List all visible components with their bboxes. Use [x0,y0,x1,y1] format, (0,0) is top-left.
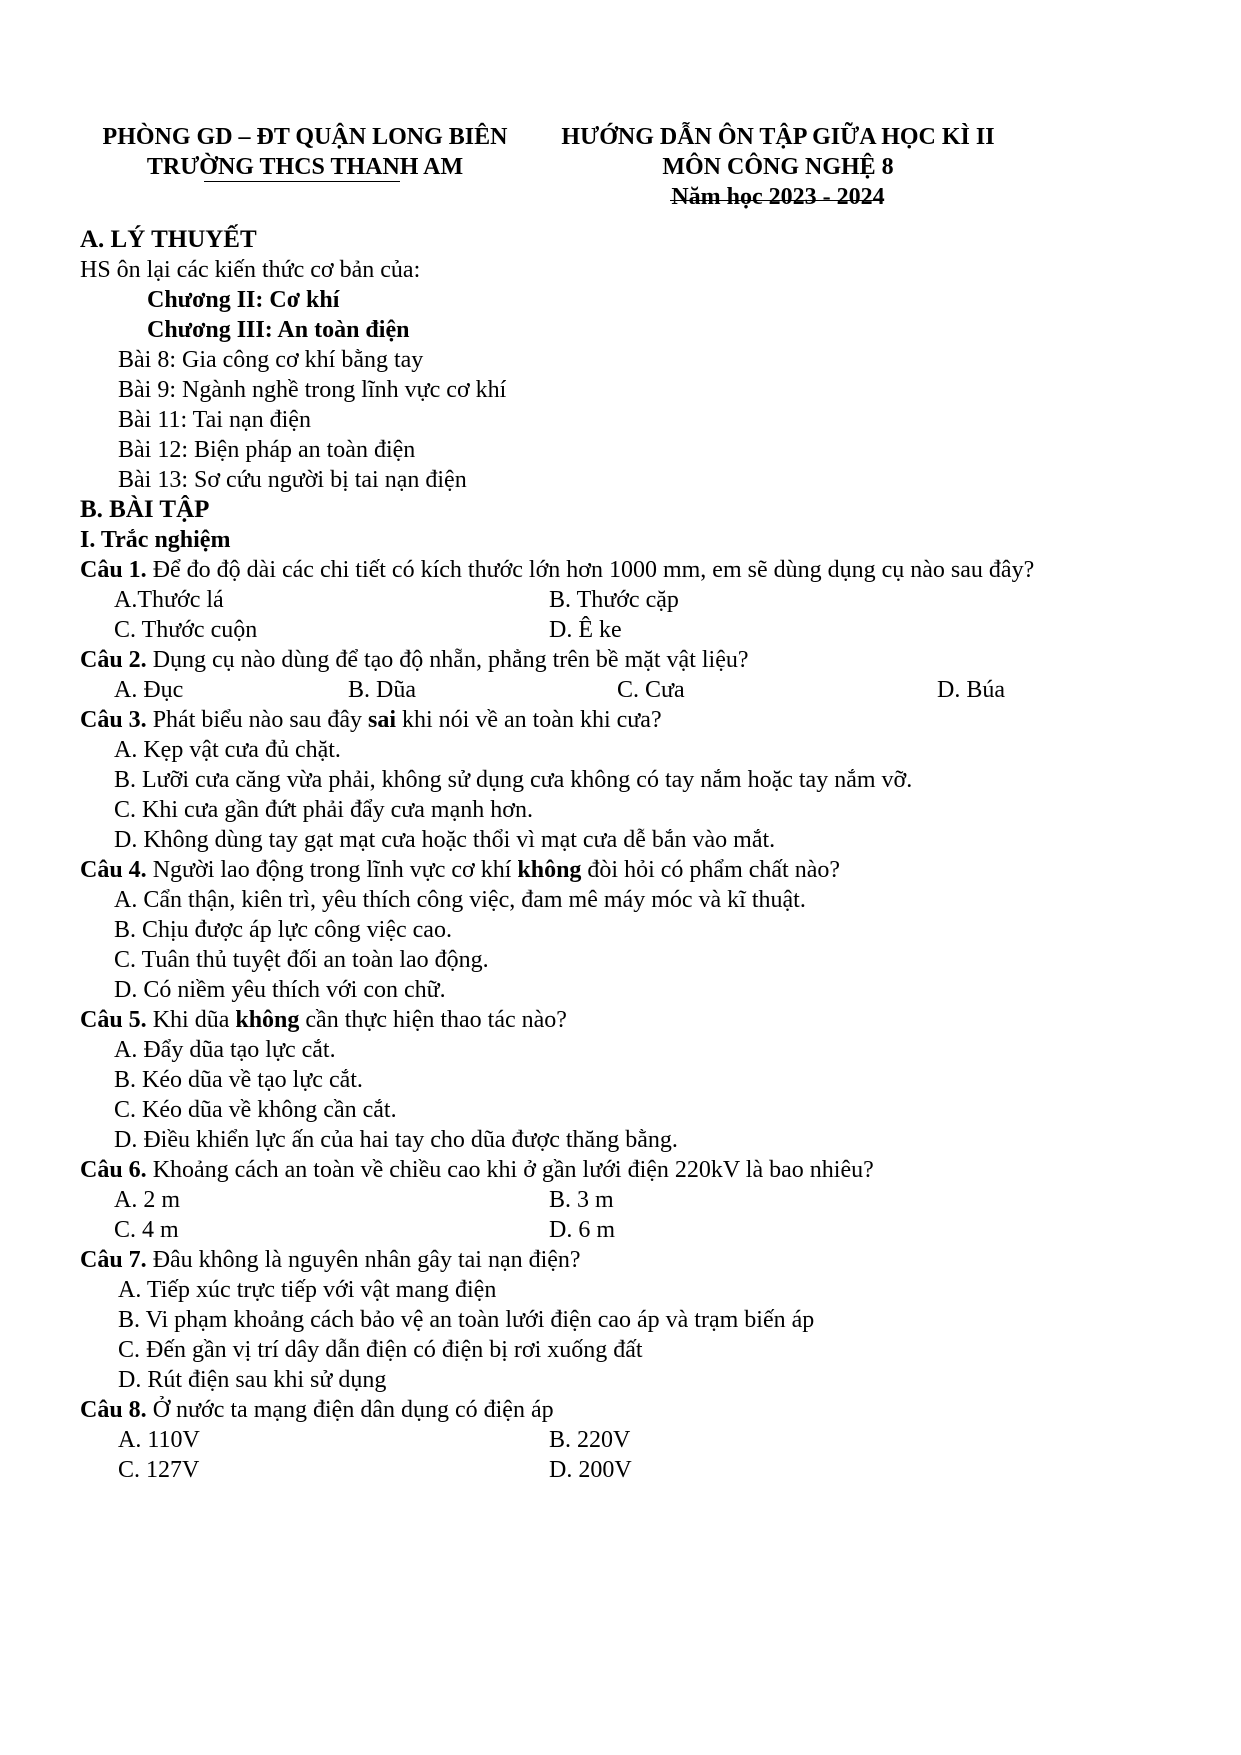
question-4 [80,855,1180,885]
question-3 [80,705,1180,735]
question-text-end: đòi hỏi có phẩm chất nào? [581,857,841,883]
option-b: B. Lưỡi cưa căng vừa phải, không sử dụng cưa không có tay nắm hoặc tay nắm vỡ. [114,767,913,793]
option-c: C. Cưa [617,677,685,703]
school-year: Năm học 2023 - 2024 [671,184,885,210]
school-underline [204,181,400,182]
department-name: PHÒNG GD – ĐT QUẬN LONG BIÊN [102,124,508,150]
exercises-heading: B. BÀI TẬP [80,496,210,523]
option-c: C. Tuân thủ tuyệt đối an toàn lao động. [114,947,489,973]
option-row [80,675,1180,705]
option-c: C. Thước cuộn [114,617,258,643]
chapter-item: Chương II: Cơ khí [147,287,340,313]
question-6 [80,1155,1180,1185]
option-c: C. Khi cưa gần đứt phải đẩy cưa mạnh hơn. [114,797,533,823]
option-row [80,585,1180,615]
question-label: Câu 4. [80,857,147,883]
question-text: Khi dũa [146,1007,236,1033]
option-row [80,1425,1180,1455]
option-d: D. Có niềm yêu thích với con chữ. [114,977,446,1003]
question-label: Câu 8. [80,1397,147,1423]
theory-heading: A. LÝ THUYẾT [80,226,257,253]
option-a: A. Đục [114,677,184,703]
question-5 [80,1005,1180,1035]
option-b: B. Kéo dũa về tạo lực cắt. [114,1067,363,1093]
option-b: B. Thước cặp [549,587,679,613]
question-label: Câu 7. [80,1247,147,1273]
option-d: D. Điều khiển lực ấn của hai tay cho dũa được thăng bằng. [114,1127,678,1153]
option-a: A. Tiếp xúc trực tiếp với vật mang điện [118,1277,497,1303]
question-label: Câu 2. [80,647,147,673]
option-c: C. 4 m [114,1217,179,1243]
question-text-end: cần thực hiện thao tác nào? [299,1007,567,1033]
question-text: Khoảng cách an toàn về chiều cao khi ở gần lưới điện 220kV là bao nhiêu? [146,1157,874,1183]
document-body [80,225,1180,1485]
title-underline [670,200,878,201]
question-text-end: khi nói về an toàn khi cưa? [396,707,662,733]
option-c: C. Đến gần vị trí dây dẫn điện có điện bị rơi xuống đất [118,1337,643,1363]
lesson-item: Bài 11: Tai nạn điện [118,407,311,433]
option-c: C. 127V [118,1457,200,1483]
option-a: A. Cẩn thận, kiên trì, yêu thích công việc, đam mê máy móc và kĩ thuật. [114,887,806,913]
option-a: A. Kẹp vật cưa đủ chặt. [114,737,341,763]
option-d: D. Không dùng tay gạt mạt cưa hoặc thổi vì mạt cưa dễ bắn vào mắt. [114,827,776,853]
question-text: Để đo độ dài các chi tiết có kích thước lớn hơn 1000 mm, em sẽ dùng dụng cụ nào sau đây? [146,557,1035,583]
option-c: C. Kéo dũa về không cần cắt. [114,1097,397,1123]
option-d: D. Ê ke [549,617,622,643]
option-b: B. Vi phạm khoảng cách bảo vệ an toàn lưới điện cao áp và trạm biến áp [118,1307,815,1333]
school-header [100,122,510,182]
option-a: A. 2 m [114,1187,180,1213]
option-b: B. Chịu được áp lực công việc cao. [114,917,452,943]
question-label: Câu 1. [80,557,147,583]
document-title: HƯỚNG DẪN ÔN TẬP GIỮA HỌC KÌ II [561,124,995,150]
question-label: Câu 6. [80,1157,147,1183]
option-d: D. 6 m [549,1217,615,1243]
option-row [80,1455,1180,1485]
document-title-block [558,122,998,212]
question-8 [80,1395,1180,1425]
question-text: Ở nước ta mạng điện dân dụng có điện áp [146,1397,554,1423]
school-name: TRƯỜNG THCS THANH AM [146,154,464,180]
lesson-item: Bài 8: Gia công cơ khí bằng tay [118,347,424,373]
option-d: D. Rút điện sau khi sử dụng [118,1367,387,1393]
question-text: Người lao động trong lĩnh vực cơ khí [146,857,518,883]
question-emphasis: không [517,857,582,883]
option-a: A. 110V [118,1427,200,1453]
question-emphasis: không [235,1007,300,1033]
option-d: D. Búa [937,677,1005,703]
question-label: Câu 5. [80,1007,147,1033]
option-a: A. Đẩy dũa tạo lực cắt. [114,1037,336,1063]
lesson-item: Bài 13: Sơ cứu người bị tai nạn điện [118,467,467,493]
option-b: B. 3 m [549,1187,614,1213]
option-a: A.Thước lá [114,587,224,613]
question-text: Phát biểu nào sau đây [146,707,368,733]
question-text: Đâu không là nguyên nhân gây tai nạn điện? [146,1247,581,1273]
option-d: D. 200V [549,1457,632,1483]
question-2 [80,645,1180,675]
question-text: Dụng cụ nào dùng để tạo độ nhẵn, phẳng trên bề mặt vật liệu? [146,647,749,673]
multiple-choice-heading: I. Trắc nghiệm [80,527,231,553]
chapter-item: Chương III: An toàn điện [147,317,410,343]
question-1 [80,555,1180,585]
option-b: B. 220V [549,1427,631,1453]
option-row [80,615,1180,645]
question-emphasis: sai [367,707,396,733]
subject-name: MÔN CÔNG NGHỆ 8 [662,154,894,180]
question-7 [80,1245,1180,1275]
option-row [80,1215,1180,1245]
option-row [80,1185,1180,1215]
question-label: Câu 3. [80,707,147,733]
option-b: B. Dũa [348,677,416,703]
lesson-item: Bài 9: Ngành nghề trong lĩnh vực cơ khí [118,377,507,403]
theory-intro: HS ôn lại các kiến thức cơ bản của: [80,257,421,283]
lesson-item: Bài 12: Biện pháp an toàn điện [118,437,416,463]
